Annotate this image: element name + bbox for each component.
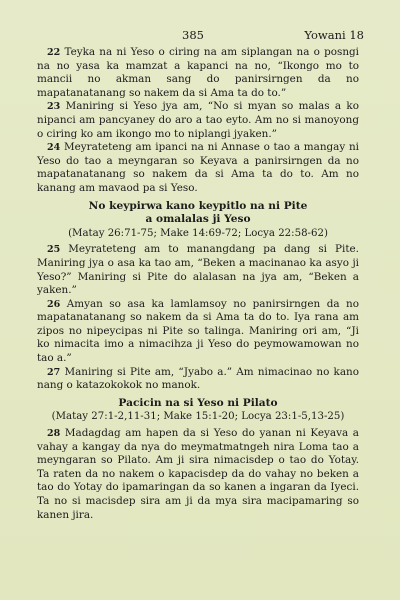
page-body xyxy=(37,46,359,522)
verse-23 xyxy=(37,100,359,141)
verse-25 xyxy=(37,243,359,297)
verse-text: Madagdag am hapen da si Yeso do yanan ni Keyava a vahay a kangay da nya do meymatmatngeh nira Loma tao a meyngaran so Pilato. Am ji sira nimacisdep o tao do Yotay. Ta raten da no nakem o kapacisdep da do vahay no beken a tao do Yotay do ipamaringan da so kanen a ingaran da Iyeci. Ta no si macisdep sira am ji da mya sira macipamaring so kanen jira. xyxy=(37,427,359,521)
verse-number: 22 xyxy=(47,47,61,58)
section-heading xyxy=(37,200,359,227)
verse-27 xyxy=(37,366,359,393)
section-heading-line: a omalalas ji Yeso xyxy=(145,213,251,226)
verse-26 xyxy=(37,298,359,366)
verse-text: Meyrateteng am to manangdang pa dang si Pite. Maniring jya o asa ka tao am, “Beken a macinanao ka asyo ji Yeso?” Maniring si Pite do alalasan na jya am, “Beken a yaken.” xyxy=(37,243,359,297)
verse-22 xyxy=(37,46,359,100)
parallel-reference: (Matay 26:71-75; Make 14:69-72; Locya 22:58-62) xyxy=(68,227,328,239)
section-heading-line: No keypirwa kano keypitlo na ni Pite xyxy=(88,199,308,212)
verse-number: 23 xyxy=(47,101,61,113)
running-head: Yowani 18 xyxy=(304,28,364,42)
page-header xyxy=(0,28,400,44)
verse-text: Amyan so asa ka lamlamsoy no panirsirngen da no mapatanatanang so nakem da si Ama ta do to. Iya rana am zipos no nipeycipas ni Pite so talinga. Maniring ori am, “Ji ko nimacita imo a nimacihza ji Yeso do peymowamowan no tao a.” xyxy=(37,297,359,365)
verse-text: Maniring si Pite am, “Jyabo a.” Am nimacinao no kano nang o katazokokok no manok. xyxy=(37,365,359,392)
parallel-reference: (Matay 27:1-2,11-31; Make 15:1-20; Locya 23:1-5,13-25) xyxy=(51,411,345,423)
verse-text: Meyrateteng am ipanci na ni Annase o tao a mangay ni Yeso do tao a meyngaran so Keyava a panirsirngen da no mapatanatanang so nakem da si Ama ta do to. Am no kanang am mavaod pa si Yeso. xyxy=(37,141,359,194)
page-number: 385 xyxy=(182,28,204,42)
verse-number: 25 xyxy=(47,244,61,256)
verse-24 xyxy=(37,141,359,195)
verse-text: Teyka na ni Yeso o ciring na am siplangan na o posngi na no yasa ka mamzat a kapanci na no, “Ikongo mo to mancii no akman sang do panirsirngen da no mapatanatanang so nakem da si Ama ta do to.” xyxy=(37,46,359,99)
verse-number: 26 xyxy=(47,298,61,310)
verse-number: 27 xyxy=(47,366,61,378)
section-heading: Pacicin na si Yeso ni Pilato xyxy=(118,396,278,409)
verse-28 xyxy=(37,427,359,522)
verse-number: 28 xyxy=(47,428,61,440)
verse-text: Maniring si Yeso jya am, “No si myan so malas a ko nipanci am pancyaney do aro a tao eyto. Am no si manoyong o ciring ko am ikongo mo to niplangi jyaken.” xyxy=(37,100,359,140)
verse-number: 24 xyxy=(47,142,61,154)
